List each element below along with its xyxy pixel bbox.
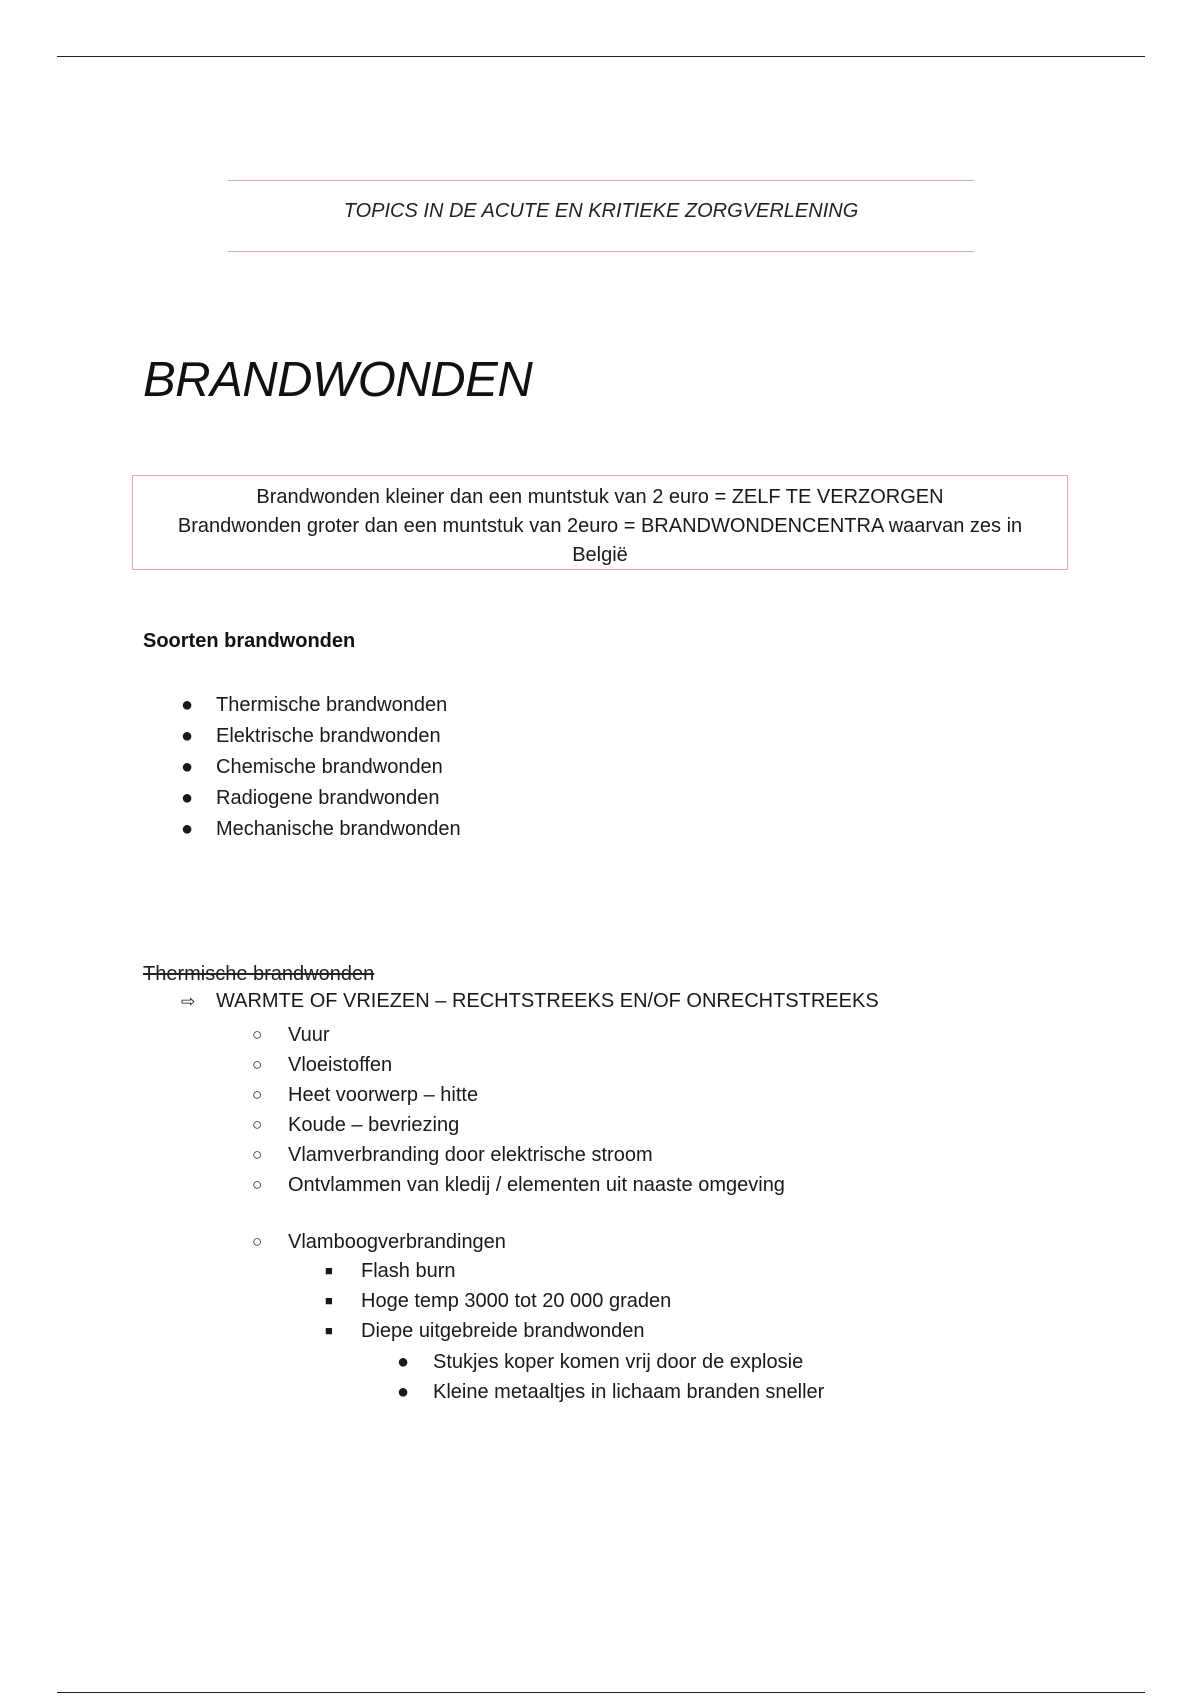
thermal-heading: Thermische brandwonden — [143, 963, 375, 985]
list-item-label: Vlamboogverbrandingen — [288, 1231, 506, 1253]
list-item — [181, 721, 461, 752]
list-item — [252, 1020, 785, 1050]
circle-bullet-icon: ○ — [252, 1115, 263, 1134]
circle-bullet-icon: ○ — [252, 1145, 263, 1164]
list-item — [181, 814, 461, 845]
bullet-icon: ● — [181, 756, 194, 778]
list-item-label: Koude – bevriezing — [288, 1114, 460, 1136]
bullet-icon: ● — [181, 787, 194, 809]
list-item — [252, 1080, 785, 1110]
list-item — [181, 752, 461, 783]
list-item-label: Hoge temp 3000 tot 20 000 graden — [361, 1290, 672, 1312]
square-bullet-icon: ■ — [325, 1263, 333, 1278]
arc-details-list — [325, 1256, 671, 1346]
list-item-label: Diepe uitgebreide brandwonden — [361, 1320, 645, 1342]
circle-bullet-icon: ○ — [252, 1055, 263, 1074]
list-item-label: Mechanische brandwonden — [216, 818, 461, 840]
circle-bullet-icon: ○ — [252, 1175, 263, 1194]
list-item — [252, 1170, 785, 1200]
list-item — [252, 1140, 785, 1170]
list-item — [325, 1286, 671, 1316]
list-item — [397, 1377, 824, 1407]
bullet-icon: ● — [397, 1351, 410, 1373]
list-item-label: Radiogene brandwonden — [216, 787, 440, 809]
list-item-label: Thermische brandwonden — [216, 694, 448, 716]
bullet-icon: ● — [181, 725, 194, 747]
list-item-label: Chemische brandwonden — [216, 756, 443, 778]
types-list — [181, 690, 461, 845]
list-item — [181, 783, 461, 814]
list-item-label: Ontvlammen van kledij / elementen uit naaste omgeving — [288, 1174, 785, 1196]
header-bottom-rule — [228, 251, 974, 252]
list-item — [325, 1316, 671, 1346]
bullet-icon: ● — [181, 694, 194, 716]
info-line-2: Brandwonden groter dan een muntstuk van 2euro = BRANDWONDENCENTRA waarvan zes in — [177, 515, 1023, 537]
deep-details-list — [397, 1347, 824, 1407]
list-item-label: Flash burn — [361, 1260, 456, 1282]
list-item — [252, 1050, 785, 1080]
page-title: BRANDWONDEN — [143, 353, 533, 407]
info-line-3: België — [572, 544, 628, 566]
info-line-1: Brandwonden kleiner dan een muntstuk van 2 euro = ZELF TE VERZORGEN — [256, 486, 944, 508]
list-item — [325, 1256, 671, 1286]
list-item-label: Vloeistoffen — [288, 1054, 393, 1076]
list-item — [397, 1347, 824, 1377]
arrow-line-text: WARMTE OF VRIEZEN – RECHTSTREEKS EN/OF ONRECHTSTREEKS — [216, 990, 879, 1012]
circle-bullet-icon: ○ — [252, 1232, 263, 1251]
course-title: TOPICS IN DE ACUTE EN KRITIEKE ZORGVERLENING — [343, 200, 859, 222]
causes-list — [252, 1020, 785, 1200]
thermal-arrow-line — [181, 990, 879, 1013]
bullet-icon: ● — [397, 1381, 410, 1403]
header-top-rule — [228, 180, 974, 181]
arc-list — [252, 1227, 506, 1257]
list-item-label: Stukjes koper komen vrij door de explosie — [433, 1351, 804, 1373]
list-item-label: Elektrische brandwonden — [216, 725, 441, 747]
types-heading: Soorten brandwonden — [143, 630, 356, 652]
bullet-icon: ● — [181, 818, 194, 840]
list-item-label: Vlamverbranding door elektrische stroom — [288, 1144, 653, 1166]
arrow-right-icon: ⇨ — [181, 992, 196, 1011]
list-item — [252, 1110, 785, 1140]
list-item-label: Heet voorwerp – hitte — [288, 1084, 479, 1106]
list-item — [181, 690, 461, 721]
list-item-label: Kleine metaaltjes in lichaam branden sneller — [433, 1381, 825, 1403]
page-bottom-rule — [57, 1692, 1145, 1693]
page-top-rule — [57, 56, 1145, 57]
square-bullet-icon: ■ — [325, 1323, 333, 1338]
list-item-label: Vuur — [288, 1024, 330, 1046]
info-box — [132, 475, 1068, 570]
circle-bullet-icon: ○ — [252, 1085, 263, 1104]
circle-bullet-icon: ○ — [252, 1025, 263, 1044]
list-item — [252, 1227, 506, 1257]
square-bullet-icon: ■ — [325, 1293, 333, 1308]
